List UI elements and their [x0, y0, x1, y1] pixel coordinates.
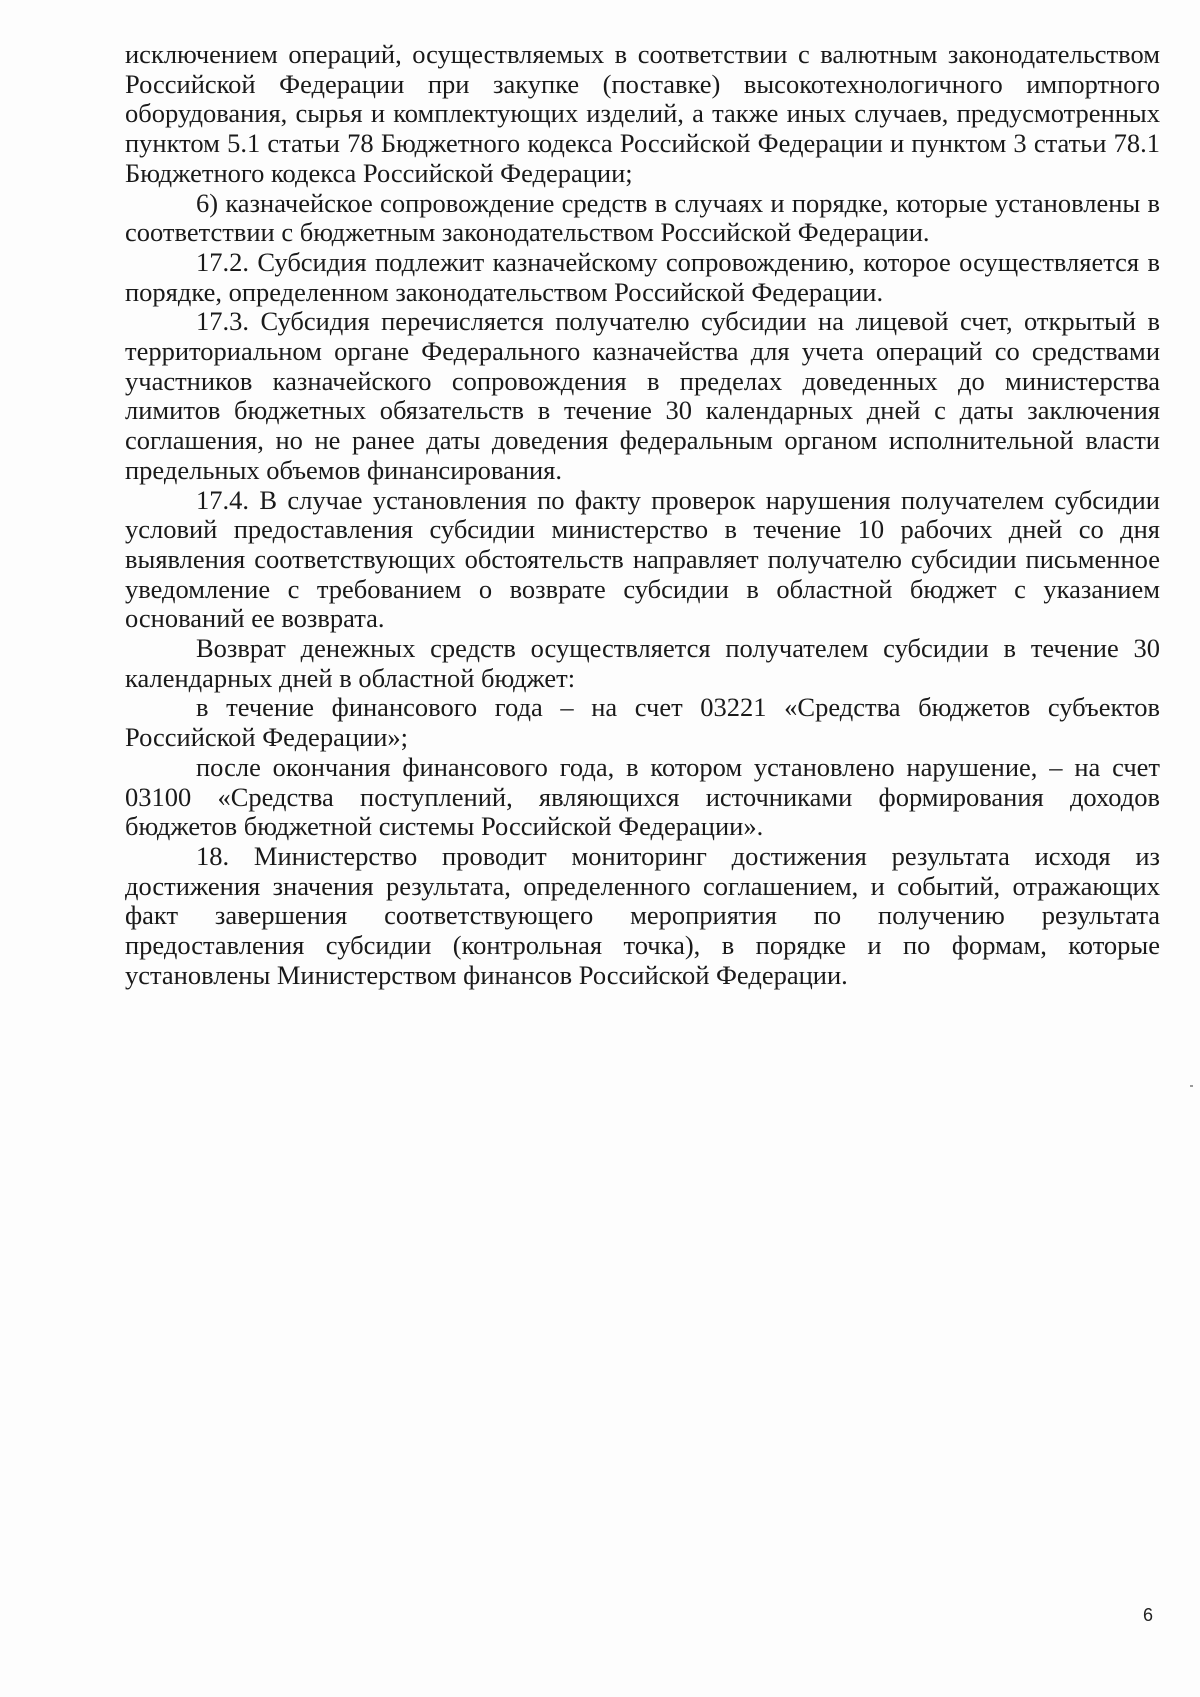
paragraph-refund: Возврат денежных средств осуществляется получателем субсидии в течение 30 календарных дней в областной бюджет:: [125, 633, 1160, 693]
paragraph-17-2: 17.2. Субсидия подлежит казначейскому сопровождению, которое осуществляется в порядке, определенном законодательством Российской Федерации.: [125, 246, 1160, 307]
page-number: 6: [1143, 1605, 1154, 1625]
paragraph-continuation: исключением операций, осуществляемых в соответствии с валютным законодательством Российской Федерации при закупке (поставке) высокотехнологичного импортного оборудования, сырья и комплектующих изделий, а также иных случаев, предусмотренных пунктом 5.1 статьи 78 Бюджетного кодекса Российской Федерации и пунктом 3 статьи 78.1 Бюджетного кодекса Российской Федерации;: [125, 39, 1160, 188]
paragraph-17-4: 17.4. В случае установления по факту проверок нарушения получателем субсидии условий предоставления субсидии министерство в течение 10 рабочих дней со дня выявления соответствующих обстоятельств направляет получателю субсидии письменное уведомление с требованием о возврате субсидии в областной бюджет с указанием оснований ее возврата.: [125, 484, 1160, 634]
scan-speck: [1190, 1085, 1193, 1087]
paragraph-17-3: 17.3. Субсидия перечисляется получателю субсидии на лицевой счет, открытый в территориальном органе Федерального казначейства для учета операций со средствами участников казначейского сопровождения в пределах доведенных до министерства лимитов бюджетных обязательств в течение 30 календарных дней с даты заключения соглашения, но не ранее даты доведения федеральным органом исполнительной власти предельных объемов финансирования.: [125, 306, 1160, 485]
paragraph-refund-current-year: в течение финансового года – на счет 03221 «Средства бюджетов субъектов Российской Федерации»;: [125, 692, 1160, 753]
document-body: [125, 40, 1160, 991]
paragraph-18: 18. Министерство проводит мониторинг достижения результата исходя из достижения значения результата, определенного соглашением, и событий, отражающих факт завершения соответствующего мероприятия по получению результата предоставления субсидии (контрольная точка), в порядке и по формам, которые установлены Министерством финансов Российской Федерации.: [125, 840, 1160, 990]
paragraph-refund-after-year: после окончания финансового года, в котором установлено нарушение, – на счет 03100 «Средства поступлений, являющихся источниками формирования доходов бюджетов бюджетной системы Российской Федерации».: [125, 751, 1160, 842]
paragraph-item-6: 6) казначейское сопровождение средств в случаях и порядке, которые установлены в соответствии с бюджетным законодательством Российской Федерации.: [125, 187, 1160, 248]
